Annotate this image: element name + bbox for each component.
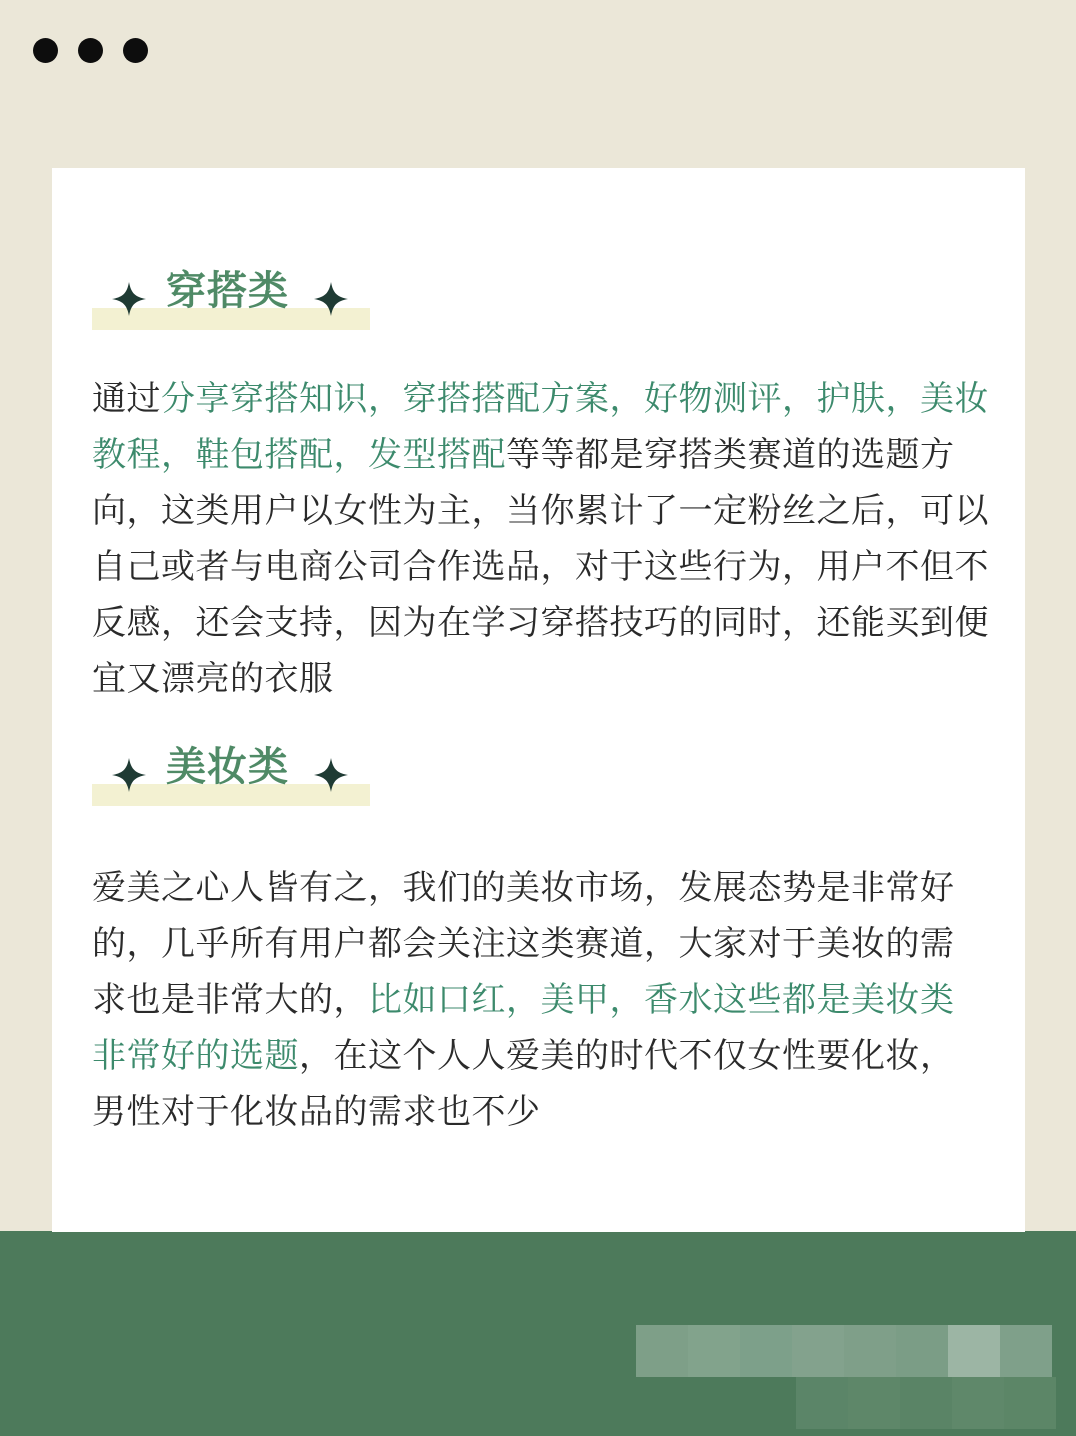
- content-card: [52, 168, 1025, 1232]
- four-point-star-icon: [110, 756, 148, 794]
- section-heading: [92, 740, 372, 806]
- dot-icon: [33, 38, 58, 63]
- section-title: 美妆类: [166, 744, 289, 790]
- footer-band: [0, 1231, 1076, 1436]
- dot-icon: [78, 38, 103, 63]
- four-point-star-icon: [312, 280, 350, 318]
- four-point-star-icon: [110, 280, 148, 318]
- section-paragraph: [92, 371, 992, 707]
- paragraph-text: 等等都是穿搭类赛道的选题方向，这类用户以女性为主，当你累计了一定粉丝之后，可以自己或者与电商公司合作选品，对于这些行为，用户不但不反感，还会支持，因为在学习穿搭技巧的同时，还能买到便宜又漂亮的衣服: [92, 435, 989, 699]
- section-heading: [92, 264, 372, 330]
- section-title: 穿搭类: [166, 268, 289, 314]
- paragraph-text: 通过: [92, 379, 161, 419]
- blurred-watermark-2: [796, 1377, 1056, 1429]
- highlighted-text: 比如口红，美甲，香水这些都是美妆类非常好的选题: [92, 980, 955, 1076]
- highlighted-text: 分享穿搭知识，穿搭搭配方案，好物测评，护肤，美妆教程，鞋包搭配，发型搭配: [92, 379, 989, 475]
- section-paragraph: [92, 860, 962, 1140]
- blurred-watermark: [636, 1325, 1052, 1377]
- window-dots: [33, 38, 148, 63]
- paragraph-text: 爱美之心人皆有之，我们的美妆市场，发展态势是非常好的，几乎所有用户都会关注这类赛道，大家对于美妆的需求也是非常大的，: [92, 868, 955, 1020]
- dot-icon: [123, 38, 148, 63]
- four-point-star-icon: [312, 756, 350, 794]
- paragraph-text: ，在这个人人爱美的时代不仅女性要化妆，男性对于化妆品的需求也不少: [92, 1036, 955, 1132]
